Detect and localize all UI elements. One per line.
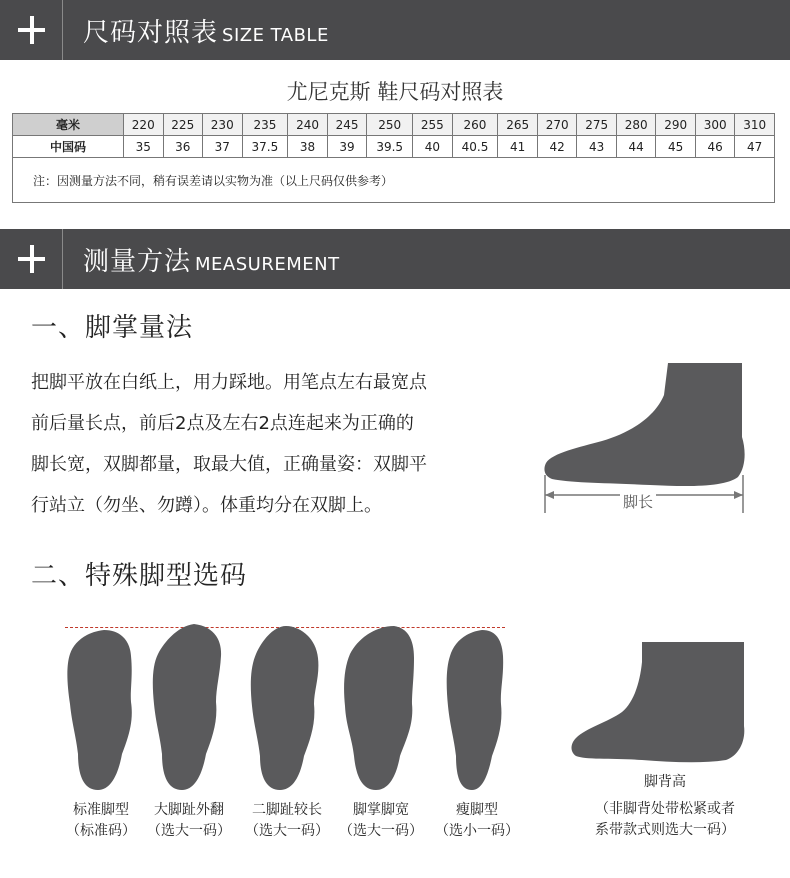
instruction-line: 行站立（勿坐、勿蹲）。体重均分在双脚上。 xyxy=(31,495,382,516)
table-row-mm xyxy=(13,114,775,136)
foot-type-name: 脚背高 xyxy=(644,774,686,790)
bunion-foot-icon xyxy=(150,620,226,792)
foot-length-label: 脚长 xyxy=(620,491,656,512)
cn-cell: 39 xyxy=(327,136,367,158)
foot-type-caption xyxy=(336,800,426,842)
mm-cell: 235 xyxy=(242,114,288,136)
mm-cell: 240 xyxy=(288,114,328,136)
foot-type-name: 标准脚型 xyxy=(73,802,129,818)
row-label-cn: 中国码 xyxy=(13,136,124,158)
foot-type-advice: （选大一码） xyxy=(339,823,423,839)
measurement-header xyxy=(0,229,790,289)
wide-foot-icon xyxy=(342,624,418,792)
table-row-note xyxy=(13,158,775,203)
method1-instructions xyxy=(31,362,491,526)
foot-type-caption xyxy=(58,800,144,842)
foot-type-caption xyxy=(432,800,522,842)
standard-foot-icon xyxy=(64,626,136,792)
cn-cell: 39.5 xyxy=(367,136,413,158)
cn-cell: 45 xyxy=(656,136,696,158)
cn-cell: 37 xyxy=(203,136,243,158)
cn-cell: 44 xyxy=(616,136,656,158)
mm-cell: 310 xyxy=(735,114,775,136)
long-second-toe-foot-icon xyxy=(248,624,324,792)
instruction-line: 把脚平放在白纸上，用力踩地。用笔点左右最宽点 xyxy=(31,372,427,393)
table-title: 尤尼克斯 鞋尺码对照表 xyxy=(286,80,504,104)
foot-type-name: 瘦脚型 xyxy=(456,802,498,818)
method1-heading: 一、脚掌量法 xyxy=(31,313,194,343)
cn-cell: 46 xyxy=(695,136,735,158)
foot-type-caption xyxy=(144,800,234,842)
high-instep-foot-icon xyxy=(570,640,750,766)
thin-foot-icon xyxy=(442,626,508,792)
foot-type-advice: （标准码） xyxy=(66,823,136,839)
foot-type-advice: （选大一码） xyxy=(147,823,231,839)
cn-cell: 47 xyxy=(735,136,775,158)
section-title: 测量方法 xyxy=(83,246,192,277)
foot-type-advice: （选小一码） xyxy=(435,823,519,839)
section-subtitle: SIZE TABLE xyxy=(222,24,329,46)
foot-type-name: 脚掌脚宽 xyxy=(353,802,409,818)
foot-type-name: 大脚趾外翻 xyxy=(154,802,224,818)
mm-cell: 220 xyxy=(124,114,164,136)
cn-cell: 41 xyxy=(498,136,538,158)
mm-cell: 250 xyxy=(367,114,413,136)
table-note: 注：因测量方法不同，稍有误差请以实物为准（以上尺码仅供参考） xyxy=(13,158,775,203)
mm-cell: 280 xyxy=(616,114,656,136)
section-title: 尺码对照表 xyxy=(83,17,219,48)
cn-cell: 35 xyxy=(124,136,164,158)
foot-type-caption xyxy=(242,800,332,842)
instruction-line: 脚长宽，双脚都量，取最大值，正确量姿：双脚平 xyxy=(31,454,427,475)
foot-type-advice: 系带款式则选大一码） xyxy=(595,822,735,838)
foot-type-advice: （选大一码） xyxy=(245,823,329,839)
cn-cell: 36 xyxy=(163,136,203,158)
method2-heading: 二、特殊脚型选码 xyxy=(31,561,248,591)
mm-cell: 300 xyxy=(695,114,735,136)
cn-cell: 43 xyxy=(577,136,617,158)
mm-cell: 255 xyxy=(413,114,453,136)
mm-cell: 260 xyxy=(452,114,498,136)
cn-cell: 42 xyxy=(537,136,577,158)
section-subtitle: MEASUREMENT xyxy=(195,253,340,275)
size-table xyxy=(12,113,775,203)
cn-cell: 38 xyxy=(288,136,328,158)
table-row-cn xyxy=(13,136,775,158)
high-instep-caption xyxy=(580,772,750,841)
mm-cell: 290 xyxy=(656,114,696,136)
mm-cell: 270 xyxy=(537,114,577,136)
plus-icon xyxy=(0,229,63,289)
mm-cell: 230 xyxy=(203,114,243,136)
plus-icon xyxy=(0,0,63,60)
mm-cell: 225 xyxy=(163,114,203,136)
mm-cell: 275 xyxy=(577,114,617,136)
cn-cell: 40.5 xyxy=(452,136,498,158)
instruction-line: 前后量长点，前后2点及左右2点连起来为正确的 xyxy=(31,413,414,434)
cn-cell: 40 xyxy=(413,136,453,158)
size-table-header xyxy=(0,0,790,60)
mm-cell: 265 xyxy=(498,114,538,136)
foot-type-name: 二脚趾较长 xyxy=(252,802,322,818)
foot-type-advice: （非脚背处带松紧或者 xyxy=(595,801,735,817)
cn-cell: 37.5 xyxy=(242,136,288,158)
row-label-mm: 毫米 xyxy=(13,114,124,136)
mm-cell: 245 xyxy=(327,114,367,136)
